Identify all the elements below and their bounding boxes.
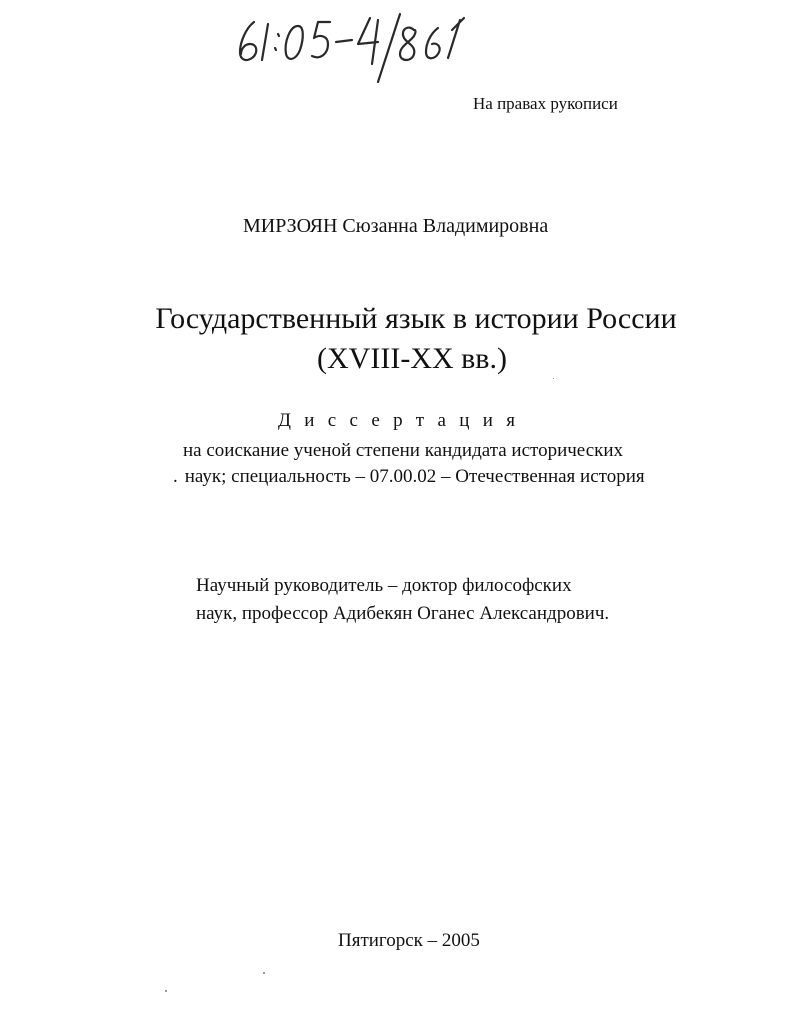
dissertation-heading: Диссертация — [278, 410, 529, 431]
scan-speck — [263, 972, 265, 974]
archive-number-handwriting — [228, 8, 488, 88]
scan-speck — [165, 990, 167, 992]
specialty-text: наук; специальность – 07.00.02 – Отечественная история — [184, 466, 645, 487]
advisor-line-1: Научный руководитель – доктор философских — [196, 575, 572, 596]
dissertation-title: Государственный язык в истории России — [155, 302, 677, 335]
dissertation-period: (XVIII-XX вв.) — [317, 342, 507, 375]
margin-mark: . — [173, 466, 178, 487]
scan-speck — [553, 378, 554, 379]
rights-notice: На правах рукописи — [473, 94, 618, 113]
author-name: МИРЗОЯН Сюзанна Владимировна — [243, 215, 549, 237]
specialty-line — [173, 466, 645, 488]
advisor-line-2: наук, профессор Адибекян Оганес Александрович. — [196, 603, 610, 624]
degree-line: на соискание ученой степени кандидата исторических — [183, 440, 624, 461]
place-and-year: Пятигорск – 2005 — [338, 930, 480, 951]
